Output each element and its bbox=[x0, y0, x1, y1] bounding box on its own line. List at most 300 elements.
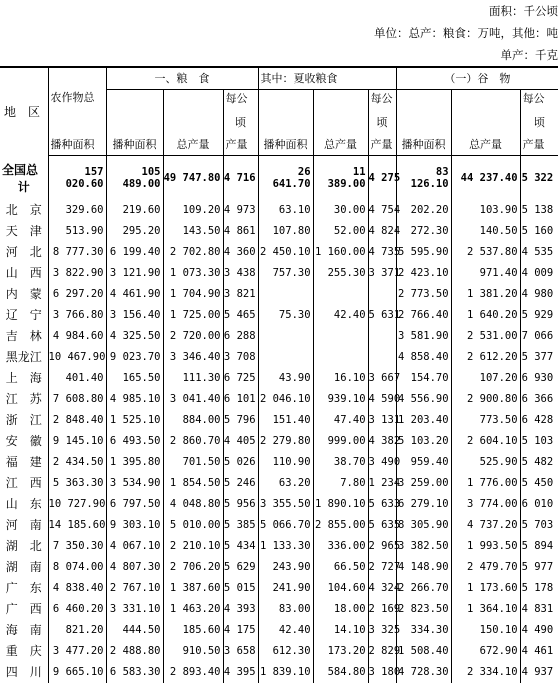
cell-grain-yield: 4 973 bbox=[223, 200, 258, 221]
header-grain-yield-b: 顷 bbox=[223, 111, 258, 133]
cell-grain-yield: 3 821 bbox=[223, 284, 258, 305]
cell-cereal-output: 971.40 bbox=[451, 263, 520, 284]
cell-grain-yield: 5 629 bbox=[223, 557, 258, 578]
cell-cereal-yield: 6 930 bbox=[521, 371, 554, 384]
cell-crop-area: 14 185.60 bbox=[48, 515, 106, 536]
cell-cereal-output: 1 364.10 bbox=[451, 599, 520, 620]
cell-cereal-yield: 6 428 bbox=[521, 413, 554, 426]
cell-summer-area: 2 279.80 bbox=[258, 431, 313, 452]
cell-summer-yield bbox=[368, 326, 396, 347]
cell-region: 湖 南 bbox=[0, 557, 48, 578]
cell-grain-area: 2 488.80 bbox=[106, 641, 163, 662]
cell-summer-area: 110.90 bbox=[258, 452, 313, 473]
cell-cereal-output: 2 900.80 bbox=[451, 389, 520, 410]
table-row bbox=[0, 200, 558, 221]
cell-crop-area: 4 984.60 bbox=[48, 326, 106, 347]
cell-summer-output: 584.80 bbox=[313, 662, 368, 683]
unit-output: 单位：总产：粮食：万吨，其他：吨 bbox=[374, 26, 558, 40]
cell-cereal-area: 2 823.50 bbox=[396, 599, 451, 620]
cell-region: 山 西 bbox=[0, 263, 48, 284]
total-summer-area-a: 26 bbox=[258, 155, 313, 178]
table-row bbox=[0, 242, 558, 263]
cell-summer-area: 107.80 bbox=[258, 221, 313, 242]
cell-cereal-yield: 5 703 bbox=[521, 518, 554, 531]
cell-cereal-output: 150.10 bbox=[451, 620, 520, 641]
header-grain-area: 播种面积 bbox=[106, 133, 163, 155]
cell-region: 湖 北 bbox=[0, 536, 48, 557]
cell-grain-output: 5 010.00 bbox=[163, 515, 223, 536]
total-region-a: 全国总 bbox=[0, 155, 48, 178]
cell-summer-area bbox=[258, 326, 313, 347]
cell-summer-output: 1 160.00 bbox=[313, 242, 368, 263]
cell-grain-output: 3 346.40 bbox=[163, 347, 223, 368]
cell-cereal-output: 140.50 bbox=[451, 221, 520, 242]
table-row bbox=[0, 221, 558, 242]
table-row bbox=[0, 410, 558, 431]
header-crop-area-a: 农作物总 bbox=[48, 89, 106, 133]
table-row bbox=[0, 284, 558, 305]
cell-grain-area: 9 023.70 bbox=[106, 347, 163, 368]
cell-summer-yield: 4 754 bbox=[368, 200, 396, 221]
cell-summer-yield: 3 667 bbox=[368, 368, 396, 389]
unit-yield: 单产：千克 bbox=[500, 48, 558, 62]
cell-grain-area: 1 395.80 bbox=[106, 452, 163, 473]
total-summer-yield: 4 275 bbox=[368, 155, 396, 200]
header-grain-yield-c: 产量 bbox=[223, 133, 258, 155]
grain-statistics-table bbox=[0, 66, 558, 683]
cell-cereal-output: 773.50 bbox=[451, 410, 520, 431]
cell-grain-area: 3 121.90 bbox=[106, 263, 163, 284]
cell-summer-output: 255.30 bbox=[313, 263, 368, 284]
cell-grain-area: 4 807.30 bbox=[106, 557, 163, 578]
cell-summer-output: 16.10 bbox=[313, 368, 368, 389]
table-row bbox=[0, 536, 558, 557]
cell-cereal-yield: 4 937 bbox=[521, 665, 554, 678]
cell-cereal-output: 103.90 bbox=[451, 200, 520, 221]
total-cereal-output: 44 237.40 bbox=[451, 155, 520, 200]
cell-summer-yield bbox=[368, 347, 396, 368]
cell-crop-area: 3 766.80 bbox=[48, 305, 106, 326]
cell-cereal-yield: 5 929 bbox=[521, 308, 554, 321]
cell-grain-output: 1 387.60 bbox=[163, 578, 223, 599]
table-row bbox=[0, 473, 558, 494]
table-body bbox=[0, 155, 558, 683]
total-crop-area-b: 020.60 bbox=[48, 178, 106, 200]
cell-region: 上 海 bbox=[0, 368, 48, 389]
cell-cereal-yield: 7 066 bbox=[521, 329, 554, 342]
cell-cereal-output: 2 334.10 bbox=[451, 662, 520, 683]
cell-summer-output: 47.40 bbox=[313, 410, 368, 431]
cell-crop-area: 2 434.50 bbox=[48, 452, 106, 473]
cell-region: 内 蒙 bbox=[0, 284, 48, 305]
cell-summer-yield: 4 324 bbox=[368, 578, 396, 599]
cell-grain-area: 4 067.10 bbox=[106, 536, 163, 557]
cell-cereal-yield: 5 482 bbox=[521, 455, 554, 468]
cell-cereal-output: 2 612.20 bbox=[451, 347, 520, 368]
cell-cereal-output: 1 173.60 bbox=[451, 578, 520, 599]
cell-grain-output: 2 720.00 bbox=[163, 326, 223, 347]
cell-summer-area: 2 450.10 bbox=[258, 242, 313, 263]
cell-summer-output: 1 890.10 bbox=[313, 494, 368, 515]
cell-cereal-area: 1 508.40 bbox=[396, 641, 451, 662]
cell-crop-area: 329.60 bbox=[48, 200, 106, 221]
cell-grain-area: 295.20 bbox=[106, 221, 163, 242]
cell-summer-area: 63.20 bbox=[258, 473, 313, 494]
cell-cereal-output: 2 531.00 bbox=[451, 326, 520, 347]
cell-region: 天 津 bbox=[0, 221, 48, 242]
cell-region: 吉 林 bbox=[0, 326, 48, 347]
header-cereal-area: 播种面积 bbox=[396, 133, 451, 155]
cell-grain-yield: 4 393 bbox=[223, 599, 258, 620]
cell-grain-yield: 5 385 bbox=[223, 515, 258, 536]
header-cereal-yield-a: 每公 bbox=[522, 91, 545, 105]
cell-grain-yield: 3 438 bbox=[223, 263, 258, 284]
table-row bbox=[0, 662, 558, 683]
cell-grain-yield: 5 246 bbox=[223, 473, 258, 494]
cell-grain-area: 444.50 bbox=[106, 620, 163, 641]
cell-cereal-area: 6 279.10 bbox=[396, 494, 451, 515]
cell-summer-output: 336.00 bbox=[313, 536, 368, 557]
cell-region: 北 京 bbox=[0, 200, 48, 221]
cell-cereal-area: 334.30 bbox=[396, 620, 451, 641]
cell-region: 四 川 bbox=[0, 662, 48, 683]
cell-cereal-output: 1 993.50 bbox=[451, 536, 520, 557]
cell-region: 海 南 bbox=[0, 620, 48, 641]
cell-cereal-area: 2 423.10 bbox=[396, 263, 451, 284]
cell-grain-yield: 4 360 bbox=[223, 242, 258, 263]
cell-grain-yield: 5 015 bbox=[223, 578, 258, 599]
cell-cereal-output: 1 381.20 bbox=[451, 284, 520, 305]
cell-summer-area: 1 133.30 bbox=[258, 536, 313, 557]
cell-summer-yield: 4 735 bbox=[368, 242, 396, 263]
total-cereal-area-a: 83 bbox=[396, 155, 451, 178]
total-grain-area-b: 489.00 bbox=[106, 178, 163, 200]
cell-grain-output: 3 041.40 bbox=[163, 389, 223, 410]
cell-summer-area bbox=[258, 347, 313, 368]
cell-region: 辽 宁 bbox=[0, 305, 48, 326]
cell-grain-output: 1 463.20 bbox=[163, 599, 223, 620]
cell-grain-yield: 3 658 bbox=[223, 641, 258, 662]
cell-summer-yield: 2 727 bbox=[368, 557, 396, 578]
cell-crop-area: 9 145.10 bbox=[48, 431, 106, 452]
cell-cereal-area: 5 595.90 bbox=[396, 242, 451, 263]
total-grain-output: 49 747.80 bbox=[163, 155, 223, 200]
cell-grain-yield: 6 101 bbox=[223, 389, 258, 410]
cell-grain-area: 3 534.90 bbox=[106, 473, 163, 494]
cell-cereal-output: 4 737.20 bbox=[451, 515, 520, 536]
cell-cereal-area: 2 266.70 bbox=[396, 578, 451, 599]
cell-cereal-area: 959.40 bbox=[396, 452, 451, 473]
cell-grain-area: 3 331.10 bbox=[106, 599, 163, 620]
header-cereal-output: 总产量 bbox=[451, 133, 520, 155]
cell-crop-area: 4 838.40 bbox=[48, 578, 106, 599]
cell-summer-yield: 2 965 bbox=[368, 536, 396, 557]
cell-region: 江 西 bbox=[0, 473, 48, 494]
cell-summer-output: 66.50 bbox=[313, 557, 368, 578]
cell-grain-output: 1 704.90 bbox=[163, 284, 223, 305]
table-row bbox=[0, 326, 558, 347]
cell-summer-output: 999.00 bbox=[313, 431, 368, 452]
header-summer-yield-a: 每公 bbox=[368, 89, 396, 111]
header-cereal-yield-c: 产量 bbox=[520, 133, 558, 155]
cell-cereal-yield: 6 366 bbox=[521, 392, 554, 405]
cell-region: 福 建 bbox=[0, 452, 48, 473]
cell-cereal-yield: 5 138 bbox=[521, 203, 554, 216]
cell-grain-yield: 5 026 bbox=[223, 452, 258, 473]
cell-cereal-area: 202.20 bbox=[396, 200, 451, 221]
table-row bbox=[0, 620, 558, 641]
cell-region: 广 西 bbox=[0, 599, 48, 620]
cell-cereal-yield: 4 980 bbox=[521, 287, 554, 300]
cell-grain-area: 2 767.10 bbox=[106, 578, 163, 599]
total-region-b: 计 bbox=[0, 178, 48, 200]
table-row bbox=[0, 452, 558, 473]
cell-cereal-yield: 5 977 bbox=[521, 560, 554, 573]
cell-cereal-area: 4 556.90 bbox=[396, 389, 451, 410]
cell-region: 河 南 bbox=[0, 515, 48, 536]
cell-grain-area: 4 985.10 bbox=[106, 389, 163, 410]
header-summer-output: 总产量 bbox=[313, 133, 368, 155]
table-row bbox=[0, 368, 558, 389]
unit-notes bbox=[238, 0, 558, 66]
cell-grain-area: 6 797.50 bbox=[106, 494, 163, 515]
cell-grain-output: 2 702.80 bbox=[163, 242, 223, 263]
table-header bbox=[0, 67, 558, 155]
total-cereal-yield: 5 322 bbox=[521, 171, 554, 184]
cell-grain-yield: 5 434 bbox=[223, 536, 258, 557]
table-row bbox=[0, 305, 558, 326]
cell-grain-output: 2 210.10 bbox=[163, 536, 223, 557]
header-group-cereal: （一）谷 物 bbox=[396, 67, 558, 89]
cell-region: 安 徽 bbox=[0, 431, 48, 452]
cell-region: 山 东 bbox=[0, 494, 48, 515]
cell-crop-area: 3 477.20 bbox=[48, 641, 106, 662]
cell-grain-output: 884.00 bbox=[163, 410, 223, 431]
cell-summer-yield: 4 590 bbox=[368, 389, 396, 410]
cell-region: 浙 江 bbox=[0, 410, 48, 431]
cell-grain-output: 2 860.70 bbox=[163, 431, 223, 452]
cell-crop-area: 3 822.90 bbox=[48, 263, 106, 284]
cell-crop-area: 9 665.10 bbox=[48, 662, 106, 683]
cell-grain-yield: 4 861 bbox=[223, 221, 258, 242]
cell-summer-yield: 4 824 bbox=[368, 221, 396, 242]
cell-grain-yield: 4 395 bbox=[223, 662, 258, 683]
header-summer-area: 播种面积 bbox=[258, 133, 313, 155]
cell-cereal-yield: 4 535 bbox=[521, 245, 554, 258]
cell-cereal-yield: 6 010 bbox=[521, 497, 554, 510]
total-grain-yield: 4 716 bbox=[223, 155, 258, 200]
table-row bbox=[0, 494, 558, 515]
cell-grain-yield: 5 956 bbox=[223, 494, 258, 515]
cell-crop-area: 7 350.30 bbox=[48, 536, 106, 557]
cell-crop-area: 821.20 bbox=[48, 620, 106, 641]
cell-cereal-yield: 5 377 bbox=[521, 350, 554, 363]
total-summer-output-a: 11 bbox=[313, 155, 368, 178]
cell-cereal-yield: 4 831 bbox=[521, 602, 554, 615]
cell-cereal-area: 2 773.50 bbox=[396, 284, 451, 305]
cell-summer-area: 151.40 bbox=[258, 410, 313, 431]
cell-cereal-area: 3 581.90 bbox=[396, 326, 451, 347]
cell-grain-yield: 6 288 bbox=[223, 326, 258, 347]
header-grain-output: 总产量 bbox=[163, 133, 223, 155]
total-cereal-area-b: 126.10 bbox=[396, 178, 451, 200]
cell-crop-area: 513.90 bbox=[48, 221, 106, 242]
cell-cereal-output: 2 604.10 bbox=[451, 431, 520, 452]
cell-summer-yield: 3 180 bbox=[368, 662, 396, 683]
cell-cereal-output: 2 479.70 bbox=[451, 557, 520, 578]
cell-summer-yield: 3 131 bbox=[368, 410, 396, 431]
cell-cereal-area: 4 858.40 bbox=[396, 347, 451, 368]
header-cereal-yield-b: 顷 bbox=[533, 116, 545, 129]
total-grain-area-a: 105 bbox=[106, 155, 163, 178]
cell-cereal-yield: 5 450 bbox=[521, 476, 554, 489]
cell-cereal-area: 3 382.50 bbox=[396, 536, 451, 557]
cell-summer-area: 612.30 bbox=[258, 641, 313, 662]
cell-summer-output: 52.00 bbox=[313, 221, 368, 242]
cell-grain-yield: 5 796 bbox=[223, 410, 258, 431]
cell-cereal-area: 5 103.20 bbox=[396, 431, 451, 452]
cell-summer-area: 243.90 bbox=[258, 557, 313, 578]
cell-summer-yield: 2 169 bbox=[368, 599, 396, 620]
cell-grain-output: 1 073.30 bbox=[163, 263, 223, 284]
cell-crop-area: 6 460.20 bbox=[48, 599, 106, 620]
cell-crop-area: 8 074.00 bbox=[48, 557, 106, 578]
cell-cereal-area: 154.70 bbox=[396, 368, 451, 389]
cell-cereal-output: 672.90 bbox=[451, 641, 520, 662]
cell-crop-area: 6 297.20 bbox=[48, 284, 106, 305]
cell-summer-output bbox=[313, 326, 368, 347]
cell-region: 重 庆 bbox=[0, 641, 48, 662]
total-row-top bbox=[0, 155, 558, 178]
header-group-summer: 其中：夏收粮食 bbox=[258, 67, 396, 89]
cell-summer-output: 38.70 bbox=[313, 452, 368, 473]
cell-grain-yield: 5 465 bbox=[223, 305, 258, 326]
cell-grain-yield: 4 175 bbox=[223, 620, 258, 641]
cell-grain-output: 2 706.20 bbox=[163, 557, 223, 578]
cell-grain-yield: 6 725 bbox=[223, 368, 258, 389]
cell-summer-area bbox=[258, 284, 313, 305]
cell-summer-area: 757.30 bbox=[258, 263, 313, 284]
table-row bbox=[0, 431, 558, 452]
header-summer-yield-c: 产量 bbox=[368, 133, 396, 155]
cell-summer-output bbox=[313, 284, 368, 305]
cell-cereal-area: 2 766.40 bbox=[396, 305, 451, 326]
cell-grain-area: 6 583.30 bbox=[106, 662, 163, 683]
cell-cereal-area: 8 305.90 bbox=[396, 515, 451, 536]
cell-grain-area: 6 493.50 bbox=[106, 431, 163, 452]
cell-cereal-yield: 5 178 bbox=[521, 581, 554, 594]
header-region: 地 区 bbox=[0, 67, 48, 155]
cell-grain-area: 6 199.40 bbox=[106, 242, 163, 263]
cell-summer-area: 2 046.10 bbox=[258, 389, 313, 410]
cell-summer-output: 18.00 bbox=[313, 599, 368, 620]
cell-summer-output: 30.00 bbox=[313, 200, 368, 221]
cell-cereal-yield: 5 160 bbox=[521, 224, 554, 237]
cell-region: 江 苏 bbox=[0, 389, 48, 410]
cell-cereal-area: 3 259.00 bbox=[396, 473, 451, 494]
header-crop-area-b: 播种面积 bbox=[48, 133, 106, 155]
cell-cereal-output: 1 640.20 bbox=[451, 305, 520, 326]
cell-cereal-yield: 5 894 bbox=[521, 539, 554, 552]
cell-grain-output: 701.50 bbox=[163, 452, 223, 473]
cell-cereal-output: 525.90 bbox=[451, 452, 520, 473]
table-row bbox=[0, 599, 558, 620]
cell-cereal-area: 1 203.40 bbox=[396, 410, 451, 431]
cell-summer-output bbox=[313, 347, 368, 368]
cell-cereal-output: 2 537.80 bbox=[451, 242, 520, 263]
cell-grain-area: 9 303.10 bbox=[106, 515, 163, 536]
cell-crop-area: 10 467.90 bbox=[48, 347, 106, 368]
cell-summer-yield: 3 371 bbox=[368, 263, 396, 284]
cell-summer-area: 63.10 bbox=[258, 200, 313, 221]
cell-summer-output: 14.10 bbox=[313, 620, 368, 641]
cell-grain-output: 1 854.50 bbox=[163, 473, 223, 494]
cell-crop-area: 8 777.30 bbox=[48, 242, 106, 263]
cell-summer-output: 939.10 bbox=[313, 389, 368, 410]
cell-cereal-output: 1 776.00 bbox=[451, 473, 520, 494]
table-row bbox=[0, 515, 558, 536]
total-crop-area-a: 157 bbox=[48, 155, 106, 178]
cell-cereal-output: 3 774.00 bbox=[451, 494, 520, 515]
total-summer-area-b: 641.70 bbox=[258, 178, 313, 200]
total-summer-output-b: 389.00 bbox=[313, 178, 368, 200]
cell-summer-yield: 5 631 bbox=[368, 305, 396, 326]
header-group-grain: 一、粮 食 bbox=[106, 67, 258, 89]
cell-cereal-yield: 4 009 bbox=[521, 266, 554, 279]
cell-region: 广 东 bbox=[0, 578, 48, 599]
cell-grain-yield: 3 708 bbox=[223, 347, 258, 368]
cell-summer-output: 104.60 bbox=[313, 578, 368, 599]
cell-summer-yield: 5 635 bbox=[368, 515, 396, 536]
cell-grain-output: 109.20 bbox=[163, 200, 223, 221]
cell-grain-output: 111.30 bbox=[163, 368, 223, 389]
cell-summer-output: 2 855.00 bbox=[313, 515, 368, 536]
cell-grain-yield: 4 405 bbox=[223, 431, 258, 452]
cell-cereal-area: 272.30 bbox=[396, 221, 451, 242]
cell-summer-area: 75.30 bbox=[258, 305, 313, 326]
table-row bbox=[0, 578, 558, 599]
table-row bbox=[0, 557, 558, 578]
cell-crop-area: 5 363.30 bbox=[48, 473, 106, 494]
cell-grain-area: 165.50 bbox=[106, 368, 163, 389]
cell-grain-area: 4 461.90 bbox=[106, 284, 163, 305]
table-row bbox=[0, 347, 558, 368]
cell-cereal-yield: 4 461 bbox=[521, 644, 554, 657]
cell-summer-output: 7.80 bbox=[313, 473, 368, 494]
cell-region: 河 北 bbox=[0, 242, 48, 263]
cell-summer-yield bbox=[368, 284, 396, 305]
cell-summer-yield: 4 382 bbox=[368, 431, 396, 452]
cell-summer-area: 5 066.70 bbox=[258, 515, 313, 536]
cell-grain-output: 910.50 bbox=[163, 641, 223, 662]
cell-grain-output: 185.60 bbox=[163, 620, 223, 641]
table-row bbox=[0, 389, 558, 410]
cell-region: 黑龙江 bbox=[0, 347, 48, 368]
cell-summer-area: 3 355.50 bbox=[258, 494, 313, 515]
cell-grain-area: 1 525.10 bbox=[106, 410, 163, 431]
table-row bbox=[0, 641, 558, 662]
header-grain-yield-a: 每公 bbox=[223, 89, 258, 111]
cell-cereal-yield: 4 490 bbox=[521, 623, 554, 636]
cell-summer-yield: 3 325 bbox=[368, 620, 396, 641]
cell-summer-area: 241.90 bbox=[258, 578, 313, 599]
cell-cereal-area: 4 148.90 bbox=[396, 557, 451, 578]
cell-grain-output: 1 725.00 bbox=[163, 305, 223, 326]
cell-crop-area: 10 727.90 bbox=[48, 494, 106, 515]
cell-summer-area: 43.90 bbox=[258, 368, 313, 389]
header-summer-yield-b: 顷 bbox=[368, 111, 396, 133]
cell-crop-area: 2 848.40 bbox=[48, 410, 106, 431]
